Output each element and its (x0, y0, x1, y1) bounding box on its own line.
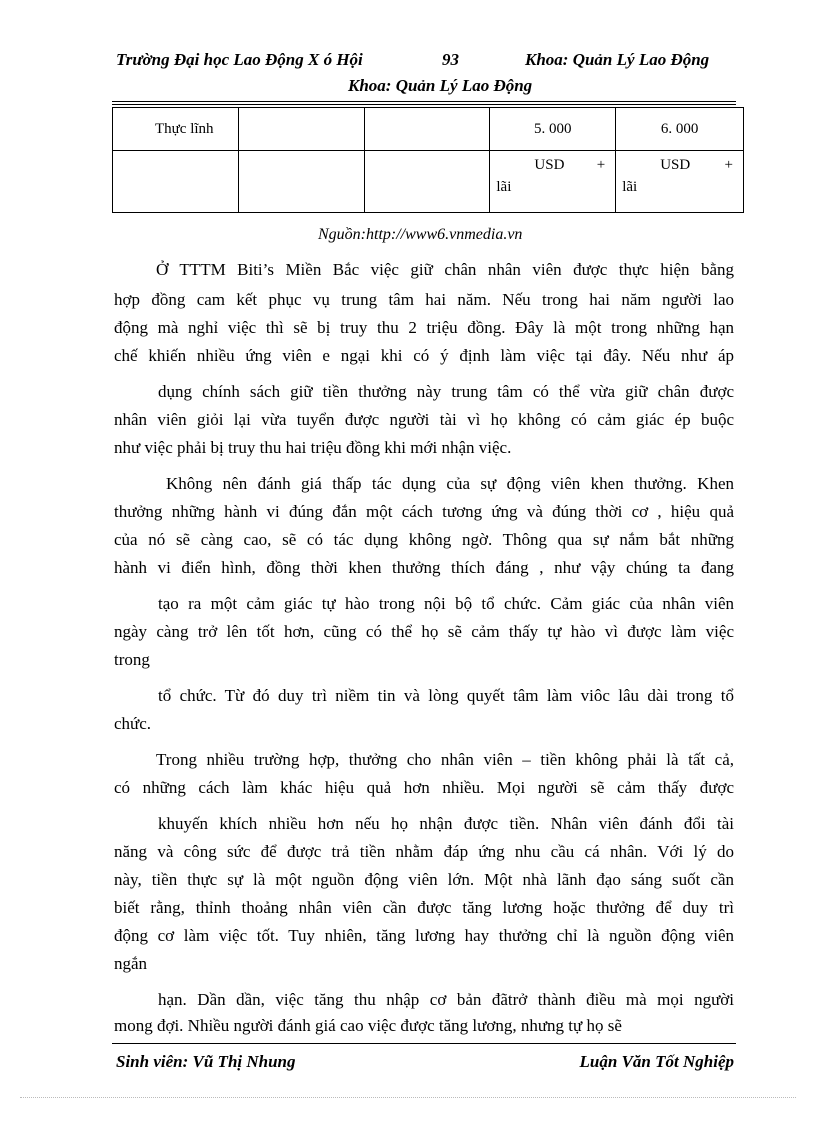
body-line: Trong nhiều trường hợp, thưởng cho nhân viên – tiền không phải là tất cả, (156, 750, 734, 769)
table-row (113, 151, 744, 213)
page-edge-divider (20, 1097, 796, 1098)
body-line: khuyến khích nhiều hơn nếu họ nhận được tiền. Nhân viên đánh đổi tài (158, 814, 734, 833)
body-line: biết rằng, thỉnh thoảng nhân viên cần được tăng lương hoặc thưởng để duy trì (114, 898, 734, 917)
body-line: động mà nghỉ việc thì sẽ bị truy thu 2 triệu đồng. Đây là một trong những hạn (114, 318, 734, 337)
header-rule-bottom (112, 104, 736, 105)
table-cell-value (616, 108, 744, 151)
body-line: ngày càng trở lên tốt hơn, cũng có thể họ sẽ cảm thấy tự hào vì được làm việc (114, 622, 734, 641)
body-line: này, tiền thực sự là một nguồn động viên lớn. Một nhà lãnh đạo sáng suốt cần (114, 870, 734, 889)
plus-sign: + (596, 157, 606, 173)
table-cell-label (113, 108, 239, 151)
body-line: ngắn (114, 954, 148, 973)
table-cell-empty (238, 108, 364, 151)
header-faculty-sub: Khoa: Quản Lý Lao Động (348, 76, 533, 95)
table-cell-value (490, 151, 616, 213)
table-cell-value (490, 108, 616, 151)
header-page-number: 93 (442, 50, 459, 69)
table-row (113, 108, 744, 151)
salary-table (112, 107, 744, 213)
header-faculty: Khoa: Quản Lý Lao Động (525, 50, 710, 69)
body-line: như việc phải bị truy thu hai triệu đồng khi mới nhận việc. (114, 438, 512, 457)
table-source: Nguồn:http://www6.vnmedia.vn (318, 226, 523, 243)
body-line: Ở TTTM Biti’s Miền Bắc việc giữ chân nhân viên được thực hiện bằng (156, 260, 734, 279)
interest-label: lãi (496, 179, 512, 195)
table-cell-value (616, 151, 744, 213)
body-line: chế khiến nhiều ứng viên e ngại khi có ý định làm việc tại đây. Nếu như áp (114, 346, 734, 365)
footer-rule (112, 1043, 736, 1044)
body-line: của nó sẽ càng cao, sẽ có tác dụng không ngờ. Thông qua sự nắm bắt những (114, 530, 734, 549)
body-line: dụng chính sách giữ tiền thưởng này trung tâm có thể vừa giữ chân được (158, 382, 734, 401)
header-rule-top (112, 101, 736, 102)
footer-student: Sinh viên: Vũ Thị Nhung (116, 1052, 296, 1071)
body-line: Không nên đánh giá thấp tác dụng của sự động viên khen thưởng. Khen (166, 474, 734, 493)
header-school: Trường Đại học Lao Động X ó Hội (116, 50, 363, 69)
body-line: năng và công sức để được trả tiền nhằm đáp ứng nhu cầu cá nhân. Với lý do (114, 842, 734, 861)
table-cell-empty (364, 151, 490, 213)
table-cell-empty (238, 151, 364, 213)
currency-usd: USD (660, 157, 691, 173)
interest-label: lãi (622, 179, 638, 195)
body-line: chức. (114, 714, 152, 733)
body-line: động cơ làm việc tốt. Tuy nhiên, tăng lương hay thưởng chỉ là nguồn động viên (114, 926, 734, 945)
footer-thesis: Luận Văn Tốt Nghiệp (579, 1052, 734, 1071)
table-cell-empty (364, 108, 490, 151)
table-cell-empty (113, 151, 239, 213)
currency-usd: USD (534, 157, 565, 173)
body-line: hợp đồng cam kết phục vụ trung tâm hai năm. Nếu trong hai năm người lao (114, 290, 734, 309)
body-line: tạo ra một cảm giác tự hào trong nội bộ tổ chức. Cảm giác của nhân viên (158, 594, 734, 613)
plus-sign: + (724, 157, 733, 173)
body-line: nhân viên giỏi lại vừa tuyển được người tài vì họ không có cảm giác ép buộc (114, 410, 734, 429)
body-line: có những cách làm khác hiệu quả hơn nhiều. Mọi người sẽ cảm thấy được (114, 778, 734, 797)
body-line: thưởng những hành vi đúng đắn một cách tương ứng và đúng thời cơ , hiệu quả (114, 502, 734, 521)
value-col5: 6. 000 (660, 120, 699, 137)
body-line: tổ chức. Từ đó duy trì niềm tin và lòng quyết tâm làm viôc lâu dài trong tổ (158, 686, 734, 705)
body-line: trong (114, 650, 150, 669)
body-line: hành vi điển hình, đồng thời khen thưởng thích đáng , như vậy chúng ta đang (114, 558, 734, 577)
value-col4: 5. 000 (534, 120, 572, 137)
body-line: mong đợi. Nhiều người đánh giá cao việc được tăng lương, nhưng tự họ sẽ (114, 1016, 622, 1035)
row-label: Thực lĩnh (155, 120, 214, 137)
body-line: hạn. Dần dần, việc tăng thu nhập cơ bản đãtrở thành điều mà mọi người (158, 990, 734, 1009)
